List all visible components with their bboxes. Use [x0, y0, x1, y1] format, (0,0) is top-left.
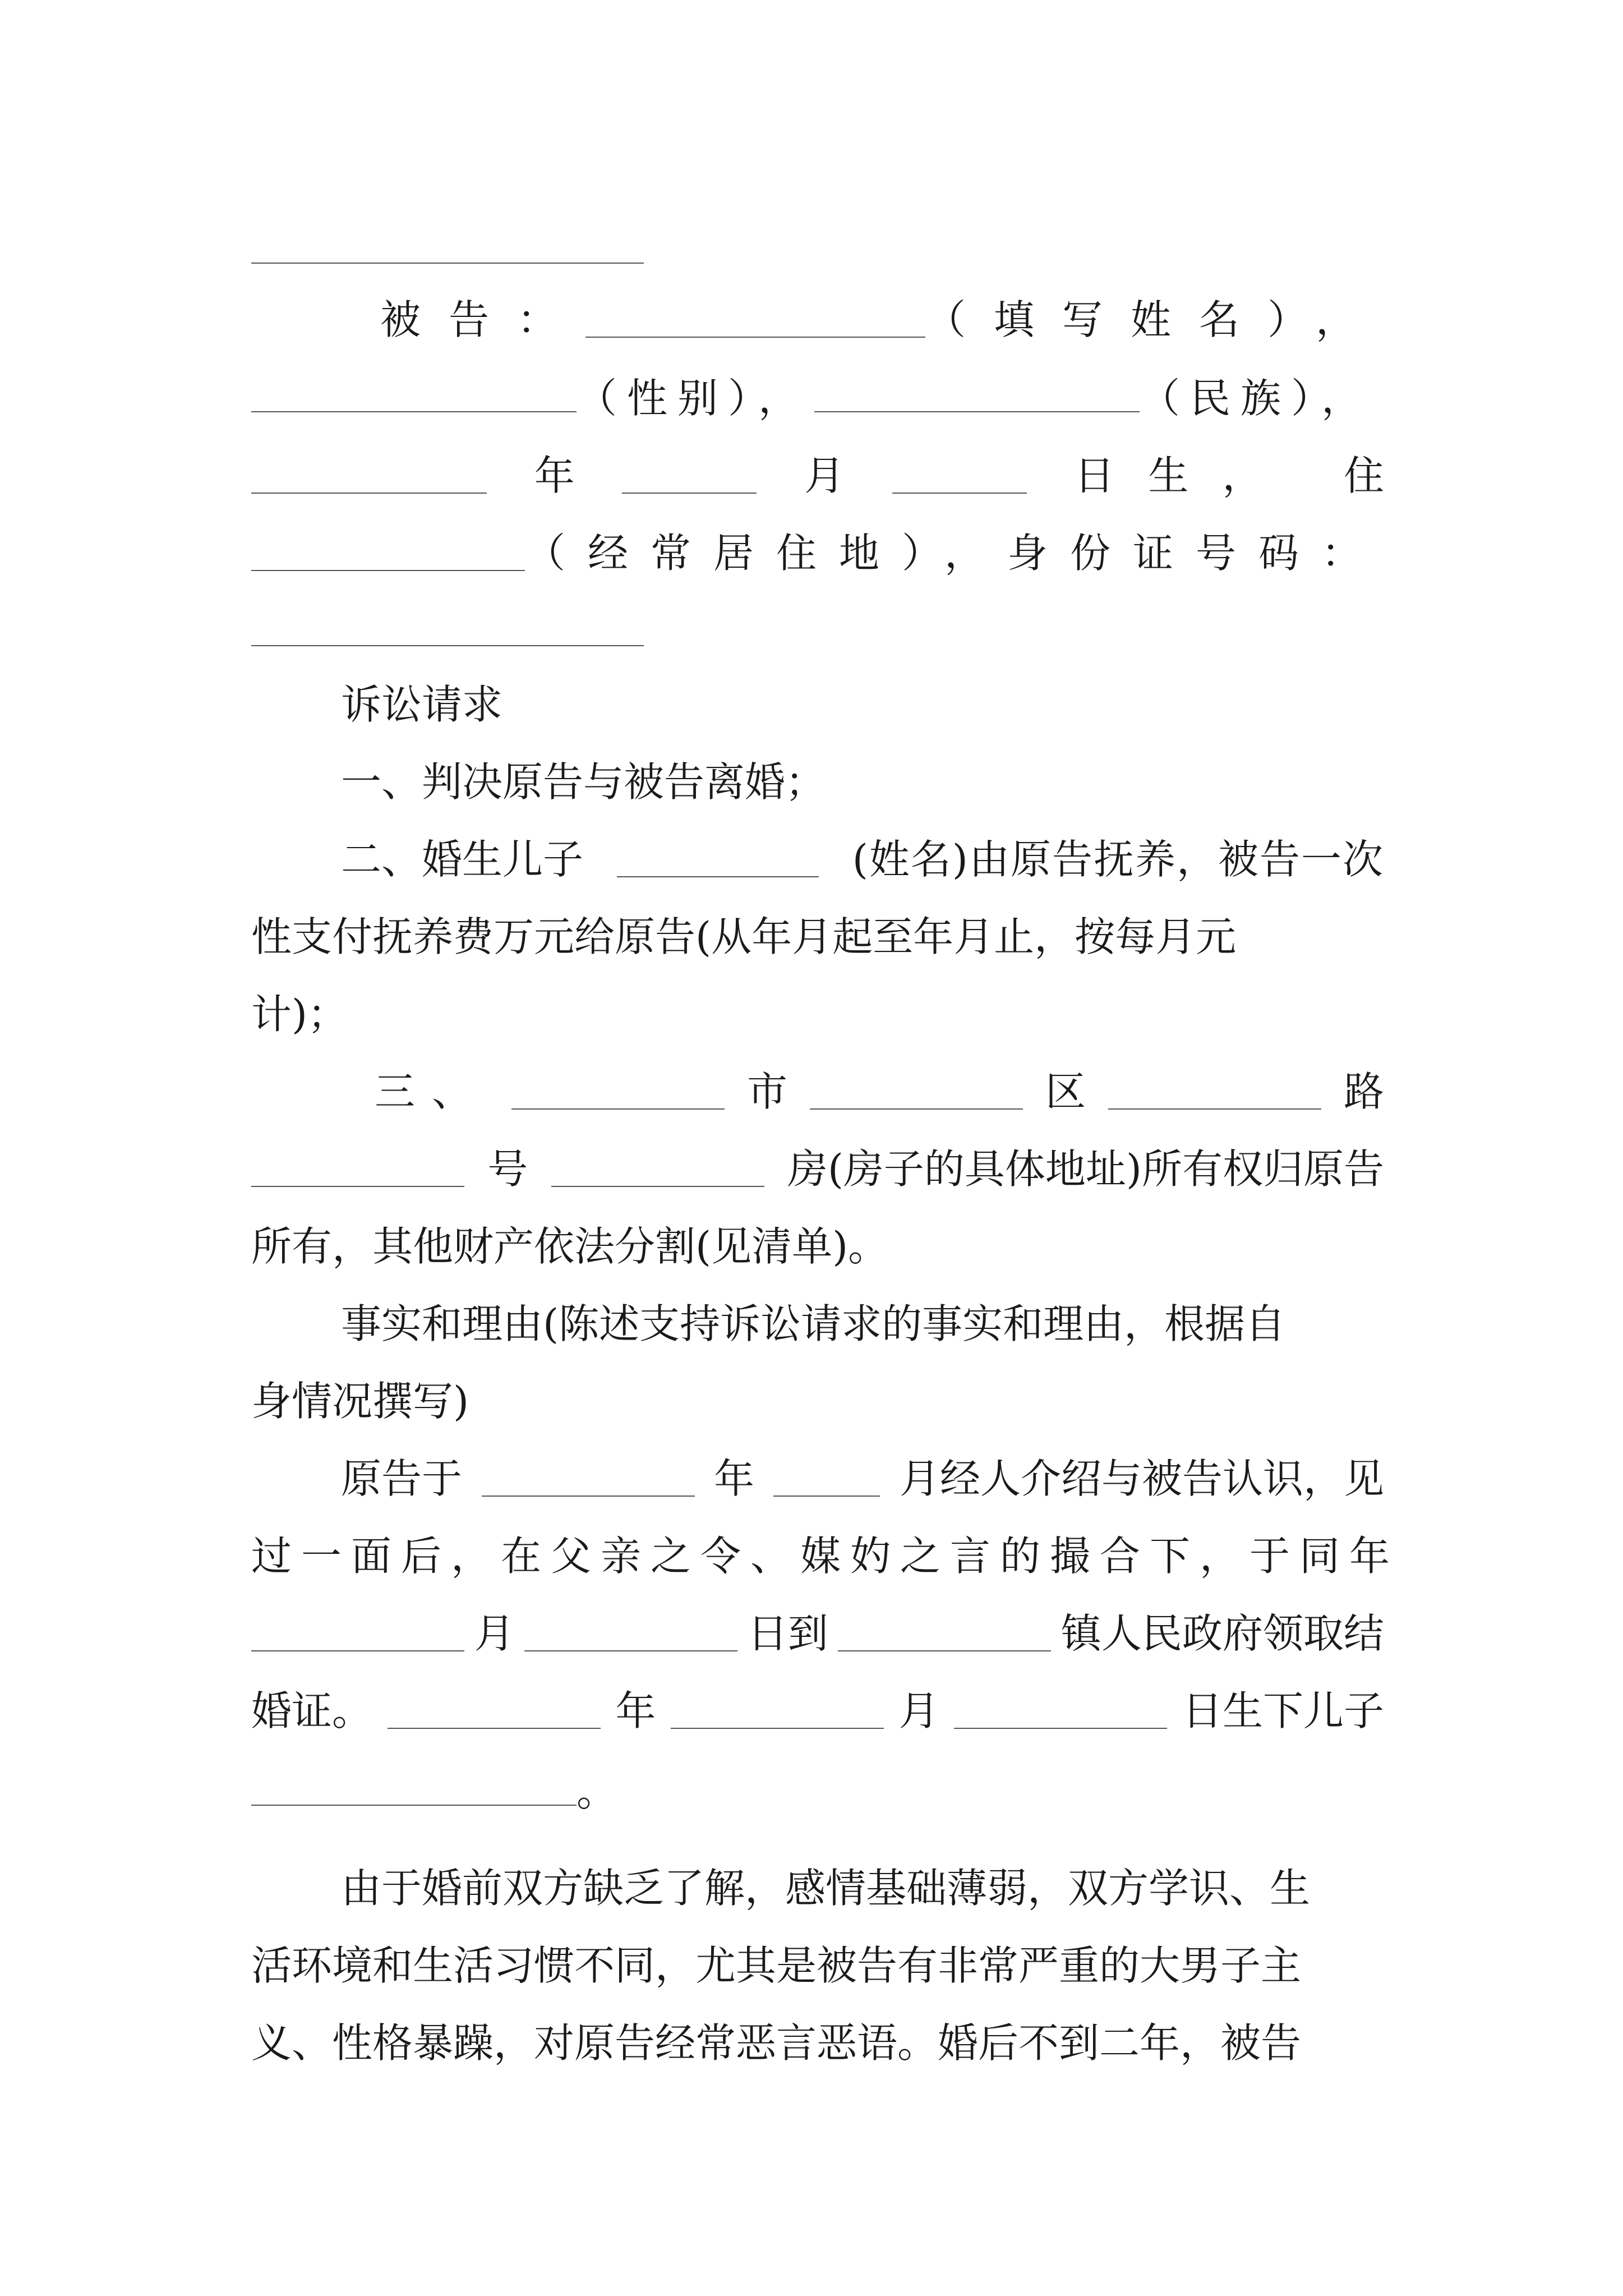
gender-hint: （性别），: [577, 375, 809, 422]
house-number-label: 号: [487, 1145, 528, 1193]
month-label: 月: [804, 452, 845, 499]
road-blank: [1108, 1074, 1321, 1110]
facts-p1-d3: 月: [898, 1687, 939, 1734]
birth-day-son-blank: [954, 1693, 1167, 1729]
facts-heading-b: 身情况撰写): [251, 1378, 469, 1425]
facts-heading-a: 事实和理由(陈述支持诉讼请求的事实和理由，根据自: [341, 1300, 1286, 1347]
son-name-blank-2: [251, 1770, 577, 1806]
district-label: 区: [1045, 1068, 1086, 1115]
claim-item-2-line-1: [251, 826, 1384, 893]
facts-heading-line-2: [251, 1368, 1384, 1435]
top-blank-line: [251, 263, 644, 264]
claim-item-3-num: 三、: [375, 1068, 490, 1115]
facts-p1-a2: 年: [713, 1455, 754, 1502]
claims-heading-text: 诉讼请求: [341, 681, 503, 728]
city-blank: [511, 1074, 725, 1110]
ethnicity-hint: （民族），: [1140, 375, 1372, 422]
defendant-line-4: [251, 519, 1384, 587]
birth-month-son-blank: [671, 1693, 884, 1729]
facts-p2-line-2: [251, 1932, 1384, 1999]
claim-item-3-line-2: [251, 1135, 1384, 1203]
facts-p1-e: 。: [577, 1768, 617, 1815]
claim-item-2-line-3: [251, 981, 1384, 1048]
residence-blank: [251, 535, 525, 571]
facts-heading-line-1: [251, 1290, 1474, 1358]
day-born-label: 日生，: [1074, 452, 1297, 499]
ethnicity-blank: [814, 376, 1140, 412]
facts-p2-b: 活环境和生活习惯不同，尤其是被告有非常严重的大男子主: [251, 1942, 1302, 1989]
facts-p1-line-4: [251, 1677, 1384, 1745]
facts-p2-c: 义、性格暴躁，对原告经常恶言恶语。婚后不到二年，被告: [251, 2019, 1302, 2067]
birth-day-blank: [892, 458, 1027, 494]
meet-year-blank: [482, 1461, 695, 1497]
birth-month-blank: [622, 458, 757, 494]
room-label: 房(房子的具体地址)所有权归原告: [787, 1145, 1384, 1193]
facts-p1-c3: 镇人民政府领取结: [1061, 1610, 1384, 1657]
facts-p1-a3: 月经人介绍与被告认识，见: [899, 1455, 1384, 1502]
facts-p1-d4: 日生下儿子: [1182, 1687, 1384, 1734]
facts-p1-line-1: [251, 1445, 1384, 1512]
facts-p1-c1: 月: [474, 1610, 515, 1657]
claim-item-2-b: (姓名)由原告抚养，被告一次: [852, 836, 1384, 883]
claim-item-1-text: 一、判决原告与被告离婚；: [341, 758, 826, 806]
defendant-line-2: [251, 365, 1384, 432]
claim-item-2-d: 计)；: [251, 991, 348, 1038]
road-label: 路: [1343, 1068, 1384, 1115]
claim-item-2-line-2: [251, 903, 1384, 970]
defendant-name-blank: [585, 302, 925, 338]
residence-hint: （经常居住地），身份证号码：: [524, 530, 1384, 577]
meet-month-blank: [773, 1461, 880, 1497]
facts-p1-a1: 原告于: [341, 1455, 463, 1502]
facts-p2-line-3: [251, 2009, 1384, 2077]
defendant-name-hint: （填写姓名），: [925, 296, 1384, 343]
city-label: 市: [746, 1068, 787, 1115]
residence-prefix: 住: [1343, 452, 1384, 499]
facts-p1-line-3: [251, 1600, 1384, 1667]
room-blank: [551, 1151, 764, 1187]
claim-item-3-end: 所有，其他财产依法分割(见清单)。: [251, 1223, 889, 1270]
facts-p2-line-1: [251, 1855, 1474, 1922]
gender-blank: [251, 376, 577, 412]
year-label: 年: [534, 452, 575, 499]
facts-p1-d2: 年: [615, 1687, 656, 1734]
facts-p1-line-2: [251, 1522, 1400, 1590]
claim-item-1: [251, 748, 1474, 816]
id-number-blank: [251, 645, 644, 646]
birth-year-blank: [251, 458, 487, 494]
claim-item-2-c: 性支付抚养费万元给原告(从年月起至年月止，按每月元: [251, 913, 1237, 960]
claims-heading: [251, 671, 1474, 738]
birth-year-son-blank: [388, 1693, 601, 1729]
town-blank: [838, 1616, 1051, 1651]
defendant-line-3: [251, 442, 1384, 509]
district-blank: [810, 1074, 1023, 1110]
house-number-blank: [251, 1151, 464, 1187]
marry-day-blank: [524, 1616, 737, 1651]
facts-p1-c2: 日到: [747, 1610, 828, 1657]
marry-month-blank: [251, 1616, 464, 1651]
defendant-line-1: [251, 286, 1384, 353]
facts-p1-b: 过一面后，在父亲之令、媒妁之言的撮合下，于同年: [251, 1533, 1400, 1580]
claim-item-3-line-1: [251, 1058, 1384, 1125]
facts-p1-line-5: [251, 1758, 1384, 1825]
claim-item-3-line-3: [251, 1213, 1384, 1280]
facts-p2-a: 由于婚前双方缺乏了解，感情基础薄弱，双方学识、生: [341, 1865, 1311, 1912]
defendant-label: 被告：: [380, 296, 586, 343]
claim-item-2-a: 二、婚生儿子: [341, 836, 584, 883]
son-name-blank: [617, 841, 819, 877]
facts-p1-d1: 婚证。: [251, 1687, 373, 1734]
